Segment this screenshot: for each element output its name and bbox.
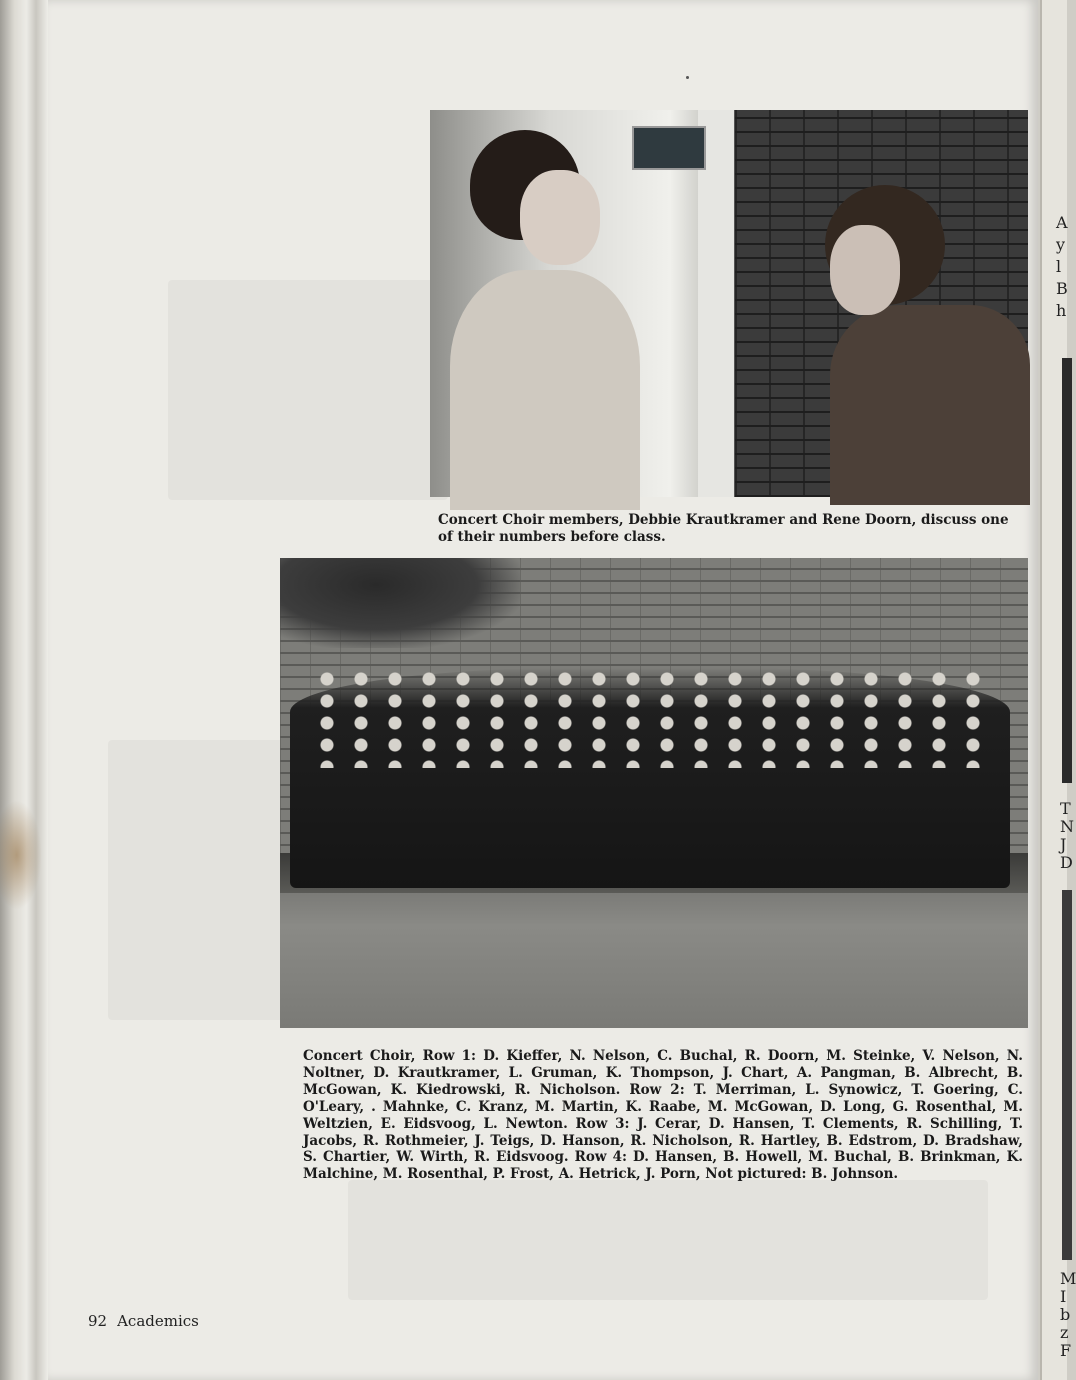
choir-member-faces	[310, 668, 1000, 768]
tree-foliage	[280, 558, 520, 648]
book-binding	[0, 0, 48, 1380]
speck	[686, 76, 689, 79]
facing-page-photo	[1062, 358, 1072, 783]
show-through-image	[168, 280, 448, 500]
section-title: Academics	[117, 1312, 199, 1330]
page-number: 92	[88, 1312, 108, 1330]
facing-page-photo	[1062, 890, 1072, 1260]
page-stain	[0, 800, 42, 910]
photo2-caption: Concert Choir, Row 1: D. Kieffer, N. Nelson, C. Buchal, R. Doorn, M. Steinke, V. Nelson, N. Noltner, D. Krautkramer, L. Gruman, K. Thompson, J. Chart, A. Pangman, B. Albrecht, B. McGowan, K. Kiedrowski, R. Nicholson. Row 2: T. Merriman, L. Synowicz, T. Goering, C. O'Leary, . Mahnke, C. Kranz, M. Martin, K. Raabe, M. McGowan, D. Long, G. Rosenthal, M. Weltzien, E. Eidsvoog, L. Newton. Row 3: J. Cerar, D. Hansen, T. Clements, R. Schilling, T. Jacobs, R. Rothmeier, J. Teigs, D. Hanson, R. Nicholson, R. Hartley, B. Edstrom, D. Bradshaw, S. Chartier, W. Wirth, R. Eidsvoog. Row 4: D. Hansen, B. Howell, M. Buchal, B. Brinkman, K. Malchine, M. Rosenthal, P. Frost, A. Hetrick, J. Porn, Not pictured: B. Johnson.	[303, 1048, 1023, 1183]
page-footer	[88, 1312, 199, 1330]
facing-page-text: M I b z F	[1060, 1269, 1076, 1360]
facing-page-text: A y l B h	[1056, 213, 1068, 320]
office-sign	[632, 126, 706, 170]
photo-students-talking	[430, 110, 1028, 497]
facing-page-text: T N J D	[1060, 799, 1074, 872]
facing-page-edge	[1040, 0, 1076, 1380]
photo-concert-choir	[280, 558, 1028, 1028]
photo1-caption: Concert Choir members, Debbie Krautkramer and Rene Doorn, discuss one of their numbers before class.	[438, 512, 1009, 545]
show-through-text	[348, 1180, 988, 1300]
